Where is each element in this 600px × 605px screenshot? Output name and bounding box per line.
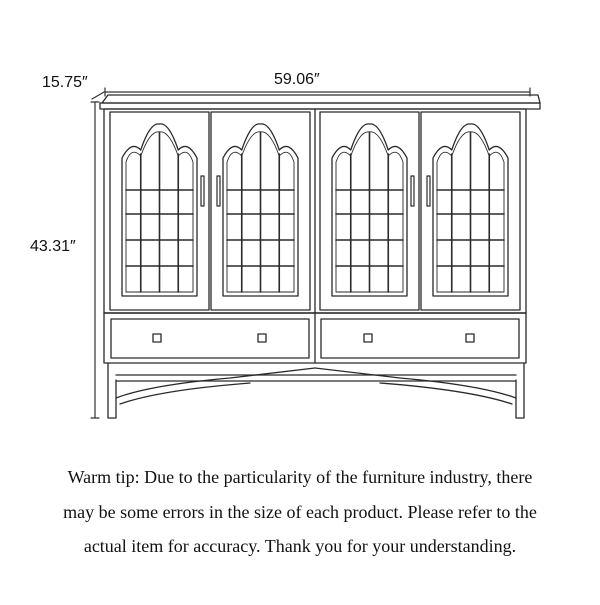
tip-line: actual item for accuracy. Thank you for your understanding. <box>83 536 517 556</box>
cabinet-base <box>108 363 524 418</box>
leg-right <box>516 363 524 418</box>
depth-dimension-label: 15.75″ <box>42 74 88 91</box>
drawer-right <box>321 319 519 358</box>
cabinet-top <box>100 95 540 109</box>
width-dimension-label: 59.06″ <box>274 71 320 88</box>
drawer-knob-icon <box>258 334 266 342</box>
drawer-left <box>111 319 309 358</box>
door-handle-icon <box>411 176 414 206</box>
warm-tip-note <box>20 460 580 564</box>
leg-left <box>108 363 116 418</box>
door-handle-icon <box>217 176 220 206</box>
height-dimension-label: 43.31″ <box>30 238 76 255</box>
tip-line: Warm tip: Due to the particularity of the furniture industry, there <box>67 467 533 487</box>
drawer-knob-icon <box>466 334 474 342</box>
tip-line: may be some errors in the size of each product. Please refer to the <box>63 501 537 522</box>
drawer-knob-icon <box>153 334 161 342</box>
depth-dimension-line <box>92 92 104 99</box>
stretcher-left <box>116 368 315 398</box>
door-handle-icon <box>201 176 204 206</box>
cabinet-body <box>104 109 526 363</box>
door-handle-icon <box>427 176 430 206</box>
stretcher-right <box>315 368 516 398</box>
drawer-knob-icon <box>364 334 372 342</box>
